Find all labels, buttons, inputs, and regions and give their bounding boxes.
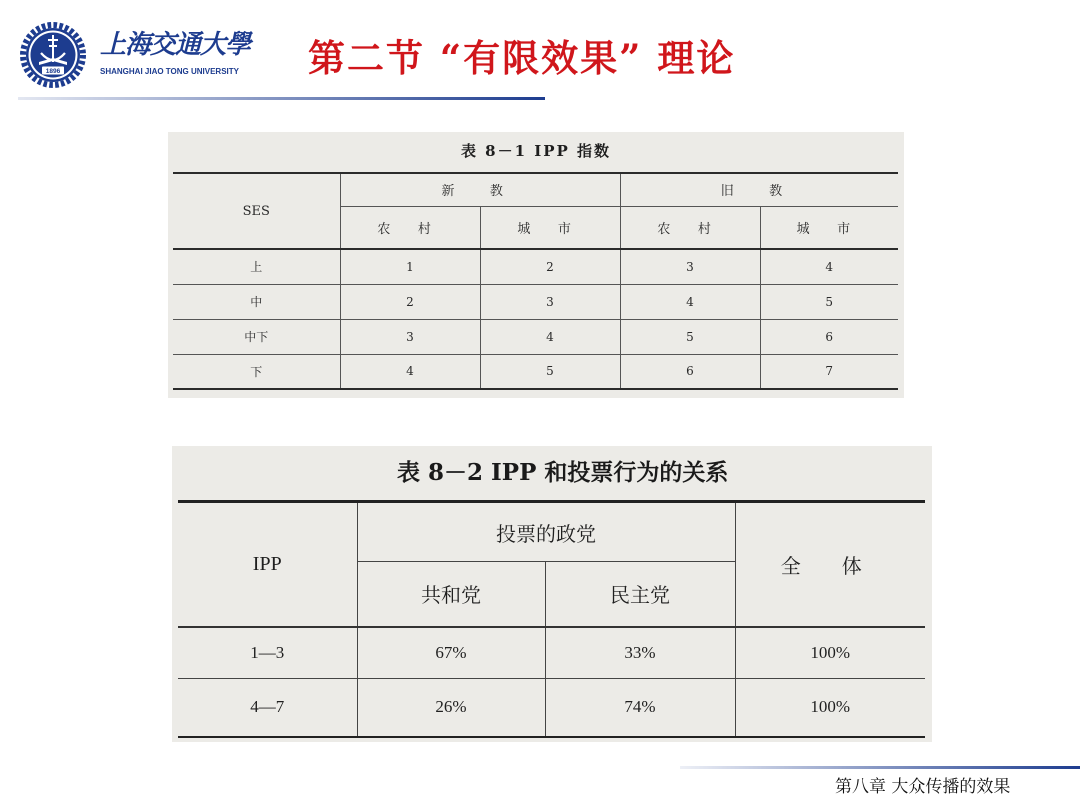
- total-share-cell: 100%: [810, 697, 851, 717]
- ses-level-cell: 上: [173, 249, 340, 284]
- total-share-cell: 100%: [735, 627, 925, 679]
- urban-header: 城 市: [480, 206, 620, 249]
- chapter-label: 第八章 大众传播的效果: [835, 777, 1011, 797]
- table-row: [173, 284, 898, 319]
- table-header-row: [173, 173, 898, 206]
- democrat-share-cell: 33%: [545, 627, 735, 679]
- voted-party-header: 投票的政党: [357, 502, 735, 562]
- ipp-range-cell: 1—3: [178, 627, 357, 679]
- rural-header: 农 村: [620, 206, 760, 249]
- ipp-index-table: [173, 172, 898, 390]
- ipp-value-cell: 5: [480, 354, 620, 389]
- ipp-value-cell: 4: [760, 249, 898, 284]
- ses-level-cell: 中下: [173, 319, 340, 354]
- ses-header: SES: [173, 173, 340, 249]
- scan-panel-table-1: [168, 132, 904, 398]
- table-row: [173, 354, 898, 389]
- republican-share-cell: 26%: [357, 679, 545, 737]
- scan-panel-table-2: [172, 446, 932, 742]
- ipp-value-cell: 3: [340, 319, 480, 354]
- university-name-chinese: 上海交通大學: [100, 30, 251, 60]
- urban-header: 城 市: [760, 206, 898, 249]
- ipp-value-cell: 3: [480, 284, 620, 319]
- ipp-value-cell: 1: [340, 249, 480, 284]
- university-logo: [20, 22, 86, 88]
- ipp-value-cell: 4: [620, 284, 760, 319]
- ipp-value-cell: 6: [760, 319, 898, 354]
- table-row: [178, 679, 925, 737]
- rural-header: 农 村: [340, 206, 480, 249]
- table-row: [178, 627, 925, 679]
- ipp-value-cell: 4: [480, 319, 620, 354]
- table-2-caption: 表 8－2 IPP 和投票行为的关系: [397, 459, 729, 486]
- slide-title: 第二节 “有限效果” 理论: [308, 36, 736, 80]
- ipp-value-cell: 3: [620, 249, 760, 284]
- ses-level-cell: 中: [173, 284, 340, 319]
- republican-share-cell: 67%: [357, 627, 545, 679]
- republican-header: 共和党: [357, 562, 545, 627]
- header-divider: [18, 97, 545, 100]
- protestant-header: 新 教: [340, 173, 620, 206]
- ipp-value-cell: 4: [340, 354, 480, 389]
- ipp-value-cell: 6: [620, 354, 760, 389]
- footer-divider: [680, 766, 1080, 769]
- ses-level-cell: 下: [173, 354, 340, 389]
- ipp-value-cell: 2: [340, 284, 480, 319]
- table-row: [173, 319, 898, 354]
- catholic-header: 旧 教: [620, 173, 898, 206]
- table-header-row: [178, 502, 925, 562]
- ipp-range-cell: 4—7: [178, 679, 357, 737]
- ipp-voting-table: [178, 500, 925, 738]
- ipp-header: IPP: [178, 502, 357, 627]
- ipp-value-cell: 7: [760, 354, 898, 389]
- democrat-share-cell: 74%: [545, 679, 735, 737]
- ipp-value-cell: 5: [760, 284, 898, 319]
- total-header: 全 体: [735, 502, 925, 627]
- ipp-value-cell: 2: [480, 249, 620, 284]
- table-row: [173, 249, 898, 284]
- logo-year: 1896: [45, 68, 61, 75]
- university-name-english: SHANGHAI JIAO TONG UNIVERSITY: [100, 67, 239, 76]
- table-1-caption: 表 8－1 IPP 指数: [460, 142, 612, 160]
- ipp-value-cell: 5: [620, 319, 760, 354]
- democrat-header: 民主党: [545, 562, 735, 627]
